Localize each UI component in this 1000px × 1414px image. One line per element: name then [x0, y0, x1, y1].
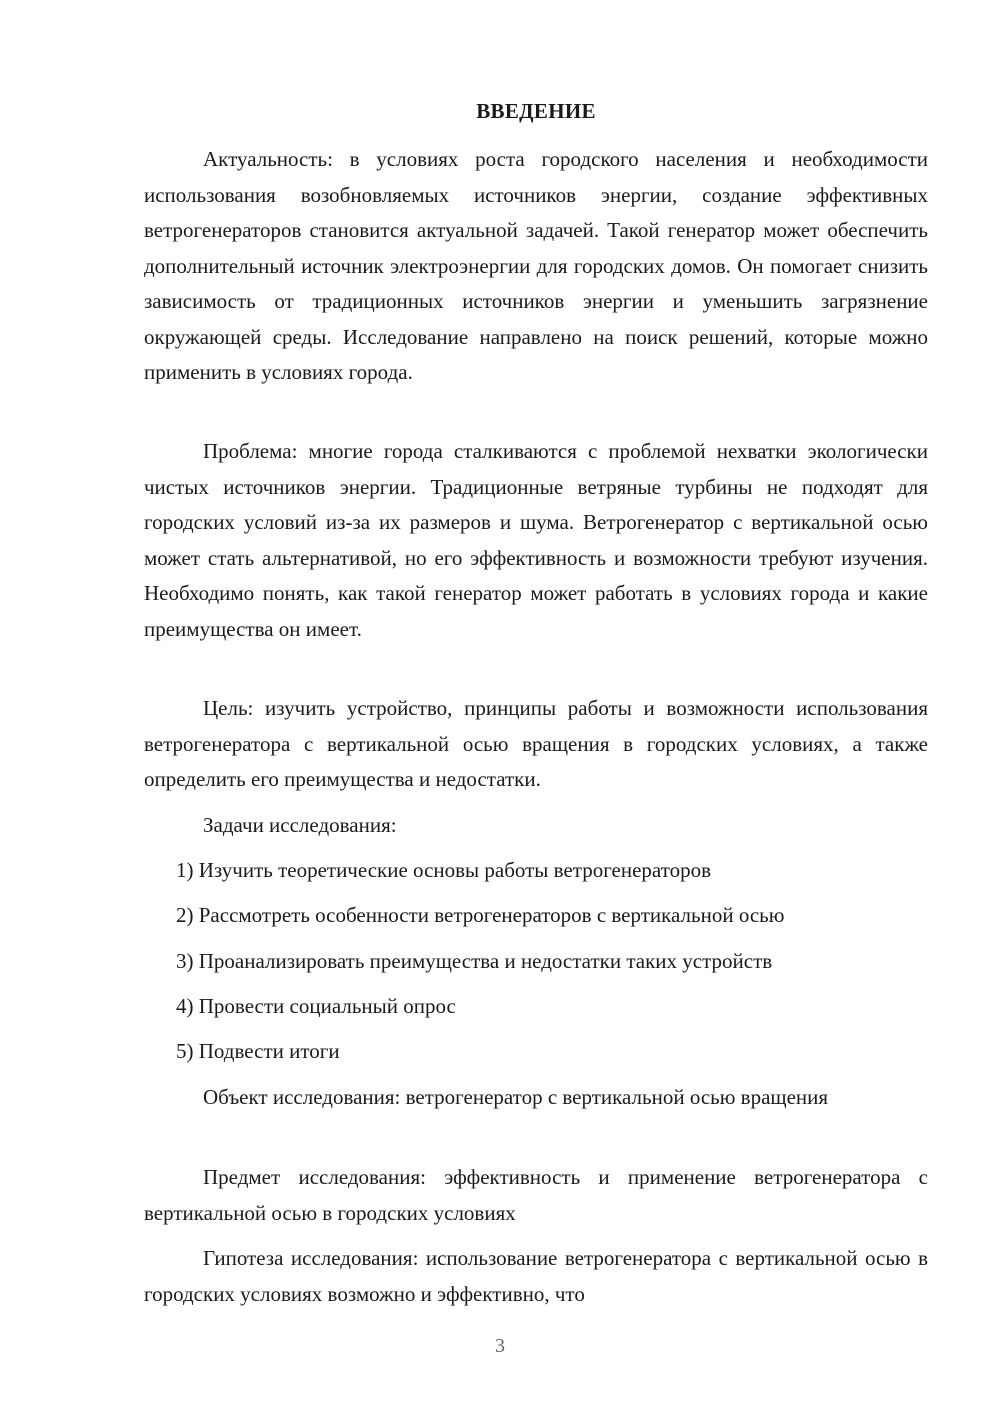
relevance-paragraph: Актуальность: в условиях роста городского населения и необходимости использования возобновляемых источников энергии, создание эффективных ветрогенераторов становится актуальной задачей. Такой генератор может обеспечить дополнительный источник электроэнергии для городских домов. Он помогает снизить зависимость от традиционных источников энергии и уменьшить загрязнение окружающей среды. Исследование направлено на поиск решений, которые можно применить в условиях города.: [144, 147, 928, 384]
task-item: 4) Провести социальный опрос: [176, 994, 456, 1018]
task-item: 2) Рассмотреть особенности ветрогенераторов с вертикальной осью: [176, 903, 785, 927]
hypothesis-paragraph: Гипотеза исследования: использование ветрогенератора с вертикальной осью в городских условиях возможно и эффективно, что: [144, 1246, 928, 1306]
problem-paragraph: Проблема: многие города сталкиваются с проблемой нехватки экологически чистых источников энергии. Традиционные ветряные турбины не подходят для городских условий из-за их размеров и шума. Ветрогенератор с вертикальной осью может стать альтернативой, но его эффективность и возможности требуют изучения. Необходимо понять, как такой генератор может работать в условиях города и какие преимущества он имеет.: [144, 439, 928, 641]
task-item: 3) Проанализировать преимущества и недостатки таких устройств: [176, 949, 773, 973]
task-item: 1) Изучить теоретические основы работы ветрогенераторов: [176, 858, 712, 882]
goal-paragraph: Цель: изучить устройство, принципы работы и возможности использования ветрогенератора с вертикальной осью вращения в городских условиях, а также определить его преимущества и недостатки.: [144, 696, 928, 791]
page-number: 3: [495, 1335, 505, 1357]
object-paragraph: Объект исследования: ветрогенератор с вертикальной осью вращения: [203, 1085, 829, 1109]
task-item: 5) Подвести итоги: [176, 1039, 340, 1063]
section-heading: ВВЕДЕНИЕ: [476, 99, 596, 123]
subject-paragraph: Предмет исследования: эффективность и применение ветрогенератора с вертикальной осью в городских условиях: [144, 1165, 928, 1225]
tasks-heading: Задачи исследования:: [203, 813, 397, 837]
